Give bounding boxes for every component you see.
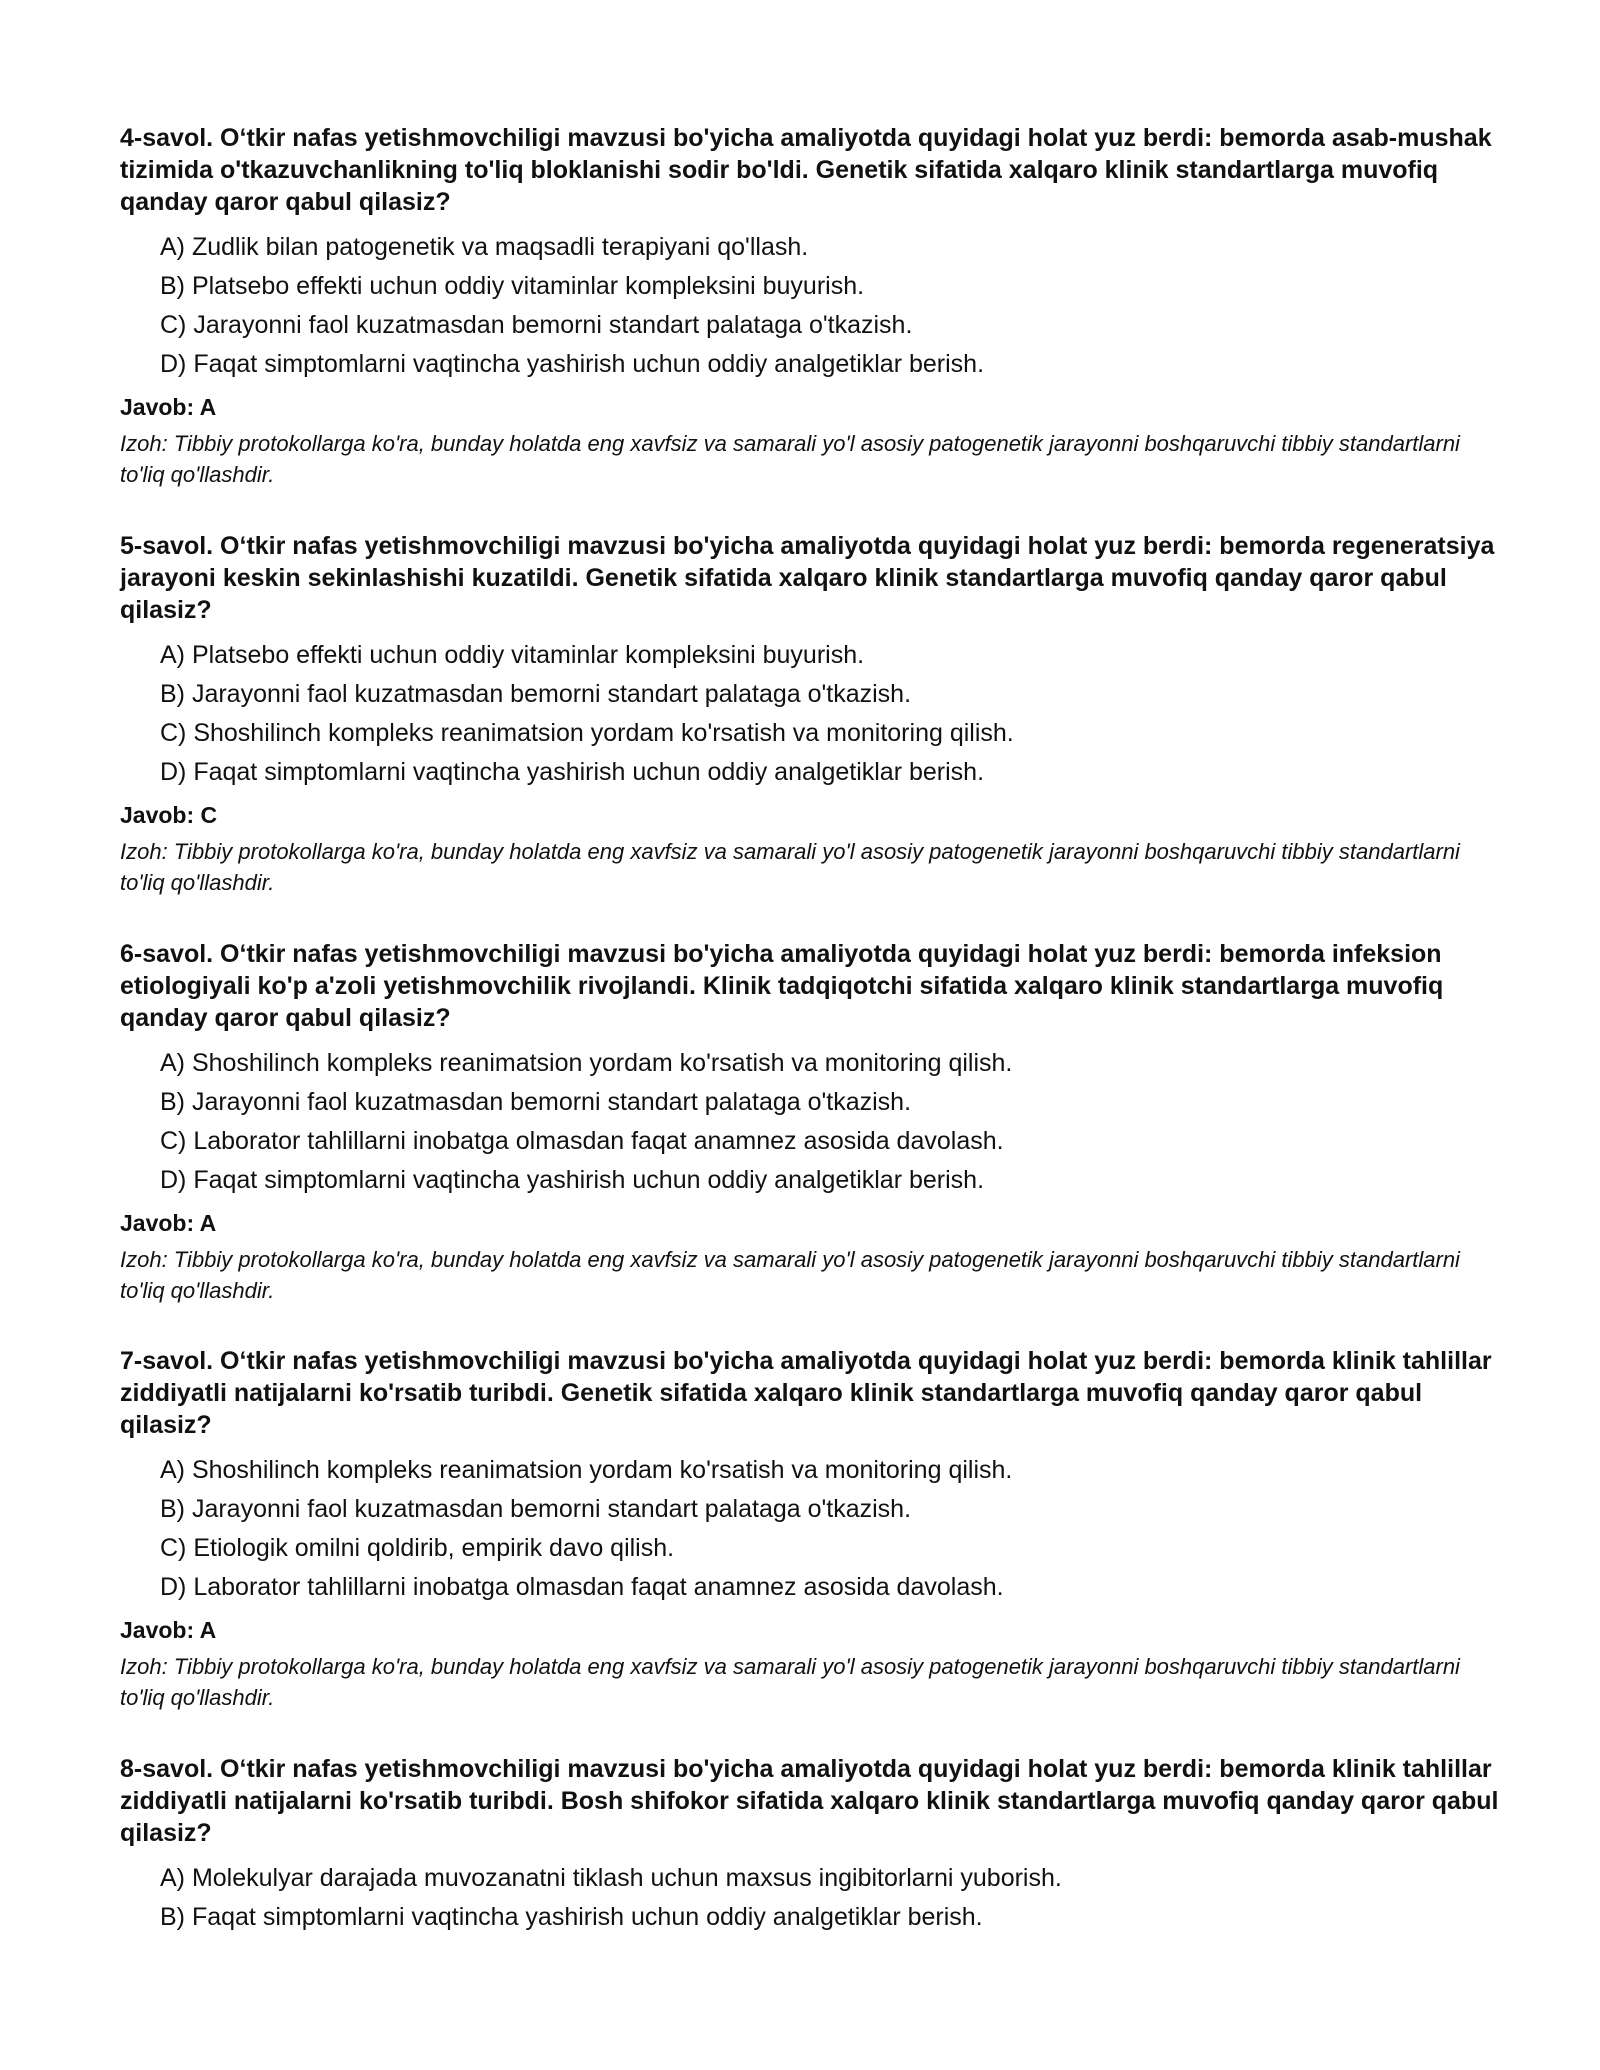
option-a: A) Platsebo effekti uchun oddiy vitaminlar kompleksini buyurish. — [160, 641, 865, 669]
option-a: A) Shoshilinch kompleks reanimatsion yordam ko'rsatish va monitoring qilish. — [160, 1456, 1013, 1484]
option-b: B) Platsebo effekti uchun oddiy vitaminlar kompleksini buyurish. — [160, 272, 865, 300]
option-c: C) Jarayonni faol kuzatmasdan bemorni standart palataga o'tkazish. — [160, 311, 913, 339]
option-d: D) Faqat simptomlarni vaqtincha yashirish uchun oddiy analgetiklar berish. — [160, 1166, 985, 1194]
option-b: B) Jarayonni faol kuzatmasdan bemorni standart palataga o'tkazish. — [160, 1088, 912, 1116]
explanation-text: Izoh: Tibbiy protokollarga ko'ra, bunday holatda eng xavfsiz va samarali yo'l asosiy patogenetik jarayonni boshqaruvchi tibbiy standartlarni to'liq qo'llashdir. — [120, 839, 1460, 895]
option-d: D) Laborator tahlillarni inobatga olmasdan faqat anamnez asosida davolash. — [160, 1573, 1004, 1601]
option-c: C) Laborator tahlillarni inobatga olmasdan faqat anamnez asosida davolash. — [160, 1127, 1004, 1155]
option-b: B) Jarayonni faol kuzatmasdan bemorni standart palataga o'tkazish. — [160, 1495, 912, 1523]
option-a: A) Shoshilinch kompleks reanimatsion yordam ko'rsatish va monitoring qilish. — [160, 1049, 1013, 1077]
option-b: B) Jarayonni faol kuzatmasdan bemorni standart palataga o'tkazish. — [160, 680, 912, 708]
question-title: 4-savol. O‘tkir nafas yetishmovchiligi mavzusi bo'yicha amaliyotda quyidagi holat yuz berdi: bemorda asab-mushak tizimida o'tkazuvchanlikning to'liq bloklanishi sodir bo'ldi. Genetik sifatida xalqaro klinik standartlarga muvofiq qanday qaror qabul qilasiz? — [120, 124, 1492, 216]
options-list — [160, 1859, 1500, 1937]
options-list — [160, 1044, 1500, 1200]
question-title: 5-savol. O‘tkir nafas yetishmovchiligi mavzusi bo'yicha amaliyotda quyidagi holat yuz berdi: bemorda regeneratsiya jarayoni keskin sekinlashishi kuzatildi. Genetik sifatida xalqaro klinik standartlarga muvofiq qanday qaror qabul qilasiz? — [120, 532, 1495, 624]
options-list — [160, 228, 1500, 384]
answer-label: Javob: C — [120, 802, 218, 828]
explanation-text: Izoh: Tibbiy protokollarga ko'ra, bunday holatda eng xavfsiz va samarali yo'l asosiy patogenetik jarayonni boshqaruvchi tibbiy standartlarni to'liq qo'llashdir. — [120, 431, 1460, 487]
option-d: D) Faqat simptomlarni vaqtincha yashirish uchun oddiy analgetiklar berish. — [160, 350, 985, 378]
question-block — [120, 530, 1500, 898]
option-a: A) Molekulyar darajada muvozanatni tiklash uchun maxsus ingibitorlarni yuborish. — [160, 1864, 1062, 1892]
option-b: B) Faqat simptomlarni vaqtincha yashirish uchun oddiy analgetiklar berish. — [160, 1903, 983, 1931]
question-block — [120, 122, 1500, 490]
answer-label: Javob: A — [120, 1210, 217, 1236]
option-c: C) Etiologik omilni qoldirib, empirik davo qilish. — [160, 1534, 675, 1562]
question-title: 8-savol. O‘tkir nafas yetishmovchiligi mavzusi bo'yicha amaliyotda quyidagi holat yuz berdi: bemorda klinik tahlillar ziddiyatli natijalarni ko'rsatib turibdi. Bosh shifokor sifatida xalqaro klinik standartlarga muvofiq qanday qaror qabul qilasiz? — [120, 1755, 1499, 1847]
option-a: A) Zudlik bilan patogenetik va maqsadli terapiyani qo'llash. — [160, 233, 809, 261]
question-block — [120, 1345, 1500, 1713]
option-c: C) Shoshilinch kompleks reanimatsion yordam ko'rsatish va monitoring qilish. — [160, 719, 1014, 747]
options-list — [160, 1451, 1500, 1607]
question-block — [120, 938, 1500, 1306]
option-d: D) Faqat simptomlarni vaqtincha yashirish uchun oddiy analgetiklar berish. — [160, 758, 985, 786]
question-title: 6-savol. O‘tkir nafas yetishmovchiligi mavzusi bo'yicha amaliyotda quyidagi holat yuz berdi: bemorda infeksion etiologiyali ko'p a'zoli yetishmovchilik rivojlandi. Klinik tadqiqotchi sifatida xalqaro klinik standartlarga muvofiq qanday qaror qabul qilasiz? — [120, 940, 1444, 1032]
explanation-text: Izoh: Tibbiy protokollarga ko'ra, bunday holatda eng xavfsiz va samarali yo'l asosiy patogenetik jarayonni boshqaruvchi tibbiy standartlarni to'liq qo'llashdir. — [120, 1654, 1460, 1710]
explanation-text: Izoh: Tibbiy protokollarga ko'ra, bunday holatda eng xavfsiz va samarali yo'l asosiy patogenetik jarayonni boshqaruvchi tibbiy standartlarni to'liq qo'llashdir. — [120, 1247, 1460, 1303]
answer-label: Javob: A — [120, 394, 217, 420]
question-title: 7-savol. O‘tkir nafas yetishmovchiligi mavzusi bo'yicha amaliyotda quyidagi holat yuz berdi: bemorda klinik tahlillar ziddiyatli natijalarni ko'rsatib turibdi. Genetik sifatida xalqaro klinik standartlarga muvofiq qanday qaror qabul qilasiz? — [120, 1347, 1492, 1439]
answer-label: Javob: A — [120, 1617, 217, 1643]
question-block — [120, 1753, 1500, 1937]
options-list — [160, 636, 1500, 792]
